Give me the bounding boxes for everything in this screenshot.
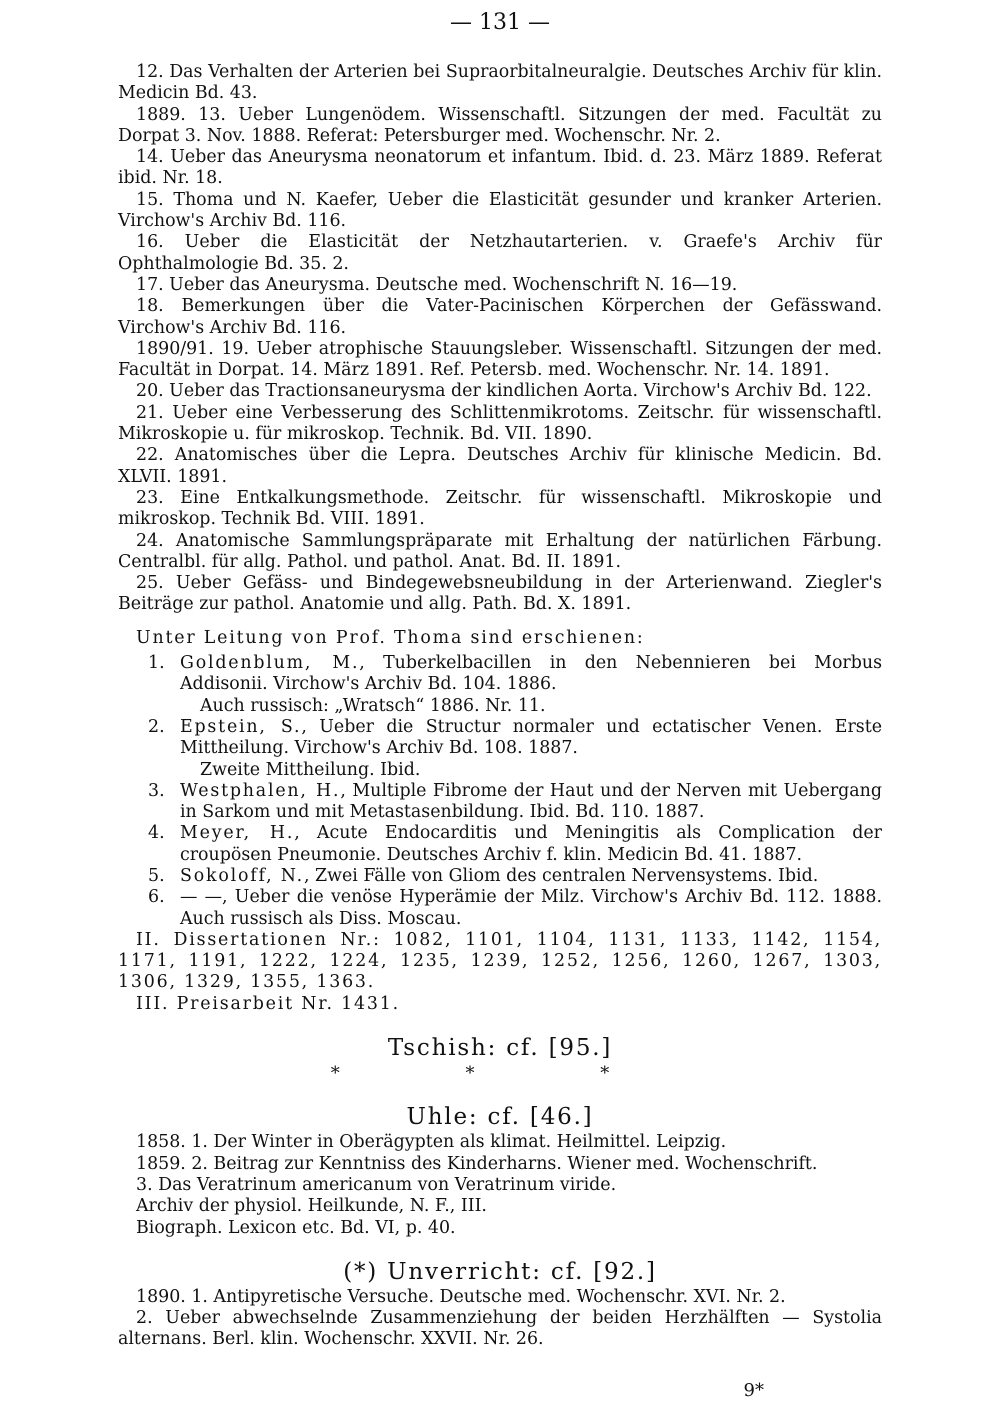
list-item: 3. Westphalen, H., Multiple Fibrome der Haut und der Nerven mit Uebergang in Sarkom und mit Metastasenbildung. Ibid. Bd. 110. 1887. (148, 780, 883, 823)
author-name: Sokoloff, N. (180, 865, 304, 886)
author-name: — — (180, 887, 223, 908)
signature-mark: 9* (743, 1380, 764, 1401)
author-name: Meyer, H. (180, 823, 295, 844)
publication-list (118, 62, 882, 1351)
list-item: 15. Thoma und N. Kaefer, Ueber die Elasticität gesunder und kranker Arterien. Virchow's Archiv Bd. 116. (118, 189, 882, 232)
list-item: 1. Goldenblum, M., Tuberkelbacillen in den Nebennieren bei Morbus Addisonii. Virchow's Archiv Bd. 104. 1886. Auch russisch: „Wratsch“ 1886. Nr. 11. (148, 653, 882, 716)
list-item: 14. Ueber das Aneurysma neonatorum et infantum. Ibid. d. 23. März 1889. Referat ibid. Nr. 18. (118, 147, 882, 189)
list-item: 16. Ueber die Elasticität der Netzhautarterien. v. Graefe's Archiv für Ophthalmologie Bd. 35. 2. (118, 232, 882, 274)
section-heading-uhle: Uhle: cf. [46.] (406, 1104, 594, 1131)
sub-note: Zweite Mittheilung. Ibid. (200, 759, 421, 780)
page-number: — 131 — (0, 12, 1000, 33)
list-item: 20. Ueber das Tractionsaneurysma der kindlichen Aorta. Virchow's Archiv Bd. 122. (136, 381, 872, 402)
uhle-entry: 1858. 1. Der Winter in Oberägypten als klimat. Heilmittel. Leipzig. (136, 1132, 727, 1153)
author-name: Epstein, S. (180, 716, 302, 737)
list-item: 1889. 13. Ueber Lungenödem. Wissenschaftl. Sitzungen der med. Facultät zu Dorpat 3. Nov. 1888. Referat: Petersburger med. Wochenschr. Nr. 2. (118, 104, 882, 146)
asterism-divider: * * * (330, 1063, 670, 1085)
list-item: 22. Anatomisches über die Lepra. Deutsches Archiv für klinische Medicin. Bd. XLVII. 1891. (118, 445, 882, 487)
author-name: Goldenblum, M. (180, 653, 360, 674)
list-item: 4. Meyer, H., Acute Endocarditis und Meningitis als Complication der croupösen Pneumonie. Deutsches Archiv f. klin. Medicin Bd. 41. 1887. (148, 823, 882, 865)
list-item: 24. Anatomische Sammlungspräparate mit Erhaltung der natürlichen Färbung. Centralbl. für allg. Pathol. und pathol. Anat. Bd. II. 1891. (118, 530, 882, 572)
section-heading-unverricht: (*) Unverricht: cf. [92.] (343, 1258, 657, 1285)
prize-work-line: III. Preisarbeit Nr. 1431. (136, 993, 400, 1014)
section-heading-tschish: Tschish: cf. [95.] (387, 1035, 613, 1062)
list-item: 5. Sokoloff, N., Zwei Fälle von Gliom des centralen Nervensystems. Ibid. (148, 865, 819, 886)
list-item: 25. Ueber Gefäss- und Bindegewebsneubildung in der Arterienwand. Ziegler's Beiträge zur pathol. Anatomie und allg. Path. Bd. X. 1891. (118, 573, 882, 615)
supervised-works-list (118, 653, 882, 930)
sub-note: Auch russisch: „Wratsch“ 1886. Nr. 11. (200, 695, 546, 716)
list-item: 17. Ueber das Aneurysma. Deutsche med. Wochenschrift N. 16—19. (136, 274, 738, 295)
dissertations-line: II. Dissertationen Nr.: 1082, 1101, 1104, 1131, 1133, 1142, 1154, 1171, 1191, 1222, 1224, 1235, 1239, 1252, 1256, 1260, 1267, 1303, 1306, 1329, 1355, 1363. (118, 929, 882, 993)
list-item: 2. Epstein, S., Ueber die Structur normaler und ectatischer Venen. Erste Mittheilung. Virchow's Archiv Bd. 108. 1887. Zweite Mittheilung. Ibid. (148, 716, 882, 780)
section-heading-leitung: Unter Leitung von Prof. Thoma sind erschienen: (136, 627, 645, 648)
list-item: 18. Bemerkungen über die Vater-Pacinischen Körperchen der Gefässwand. Virchow's Archiv Bd. 116. (118, 296, 882, 338)
unverricht-entry: 1890. 1. Antipyretische Versuche. Deutsche med. Wochenschr. XVI. Nr. 2. (136, 1286, 786, 1307)
list-item: 21. Ueber eine Verbesserung des Schlittenmikrotoms. Zeitschr. für wissenschaftl. Mikroskopie u. für mikroskop. Technik. Bd. VII. 1890. (118, 402, 882, 445)
uhle-entry: Biograph. Lexicon etc. Bd. VI, p. 40. (136, 1217, 456, 1238)
author-name: Westphalen, H. (180, 780, 341, 801)
uhle-entry: 1859. 2. Beitrag zur Kenntniss des Kinderharns. Wiener med. Wochenschrift. (136, 1153, 818, 1174)
unverricht-entry: 2. Ueber abwechselnde Zusammenziehung der beiden Herzhälften — Systolia alternans. Berl. klin. Wochenschr. XXVII. Nr. 26. (118, 1308, 882, 1350)
list-item: 1890/91. 19. Ueber atrophische Stauungsleber. Wissenschaftl. Sitzungen der med. Facultät in Dorpat. 14. März 1891. Ref. Petersb. med. Wochenschr. Nr. 14. 1891. (118, 338, 882, 381)
uhle-entry: Archiv der physiol. Heilkunde, N. F., III. (136, 1196, 487, 1217)
list-item: 23. Eine Entkalkungsmethode. Zeitschr. für wissenschaftl. Mikroskopie und mikroskop. Technik Bd. VIII. 1891. (118, 487, 882, 530)
list-item: 6. — —, Ueber die venöse Hyperämie der Milz. Virchow's Archiv Bd. 112. 1888. Auch russisch als Diss. Moscau. (148, 887, 882, 929)
list-item: 12. Das Verhalten der Arterien bei Supraorbitalneuralgie. Deutsches Archiv für klin. Medicin Bd. 43. (118, 62, 882, 104)
uhle-entry: 3. Das Veratrinum americanum von Veratrinum viride. (136, 1174, 617, 1195)
